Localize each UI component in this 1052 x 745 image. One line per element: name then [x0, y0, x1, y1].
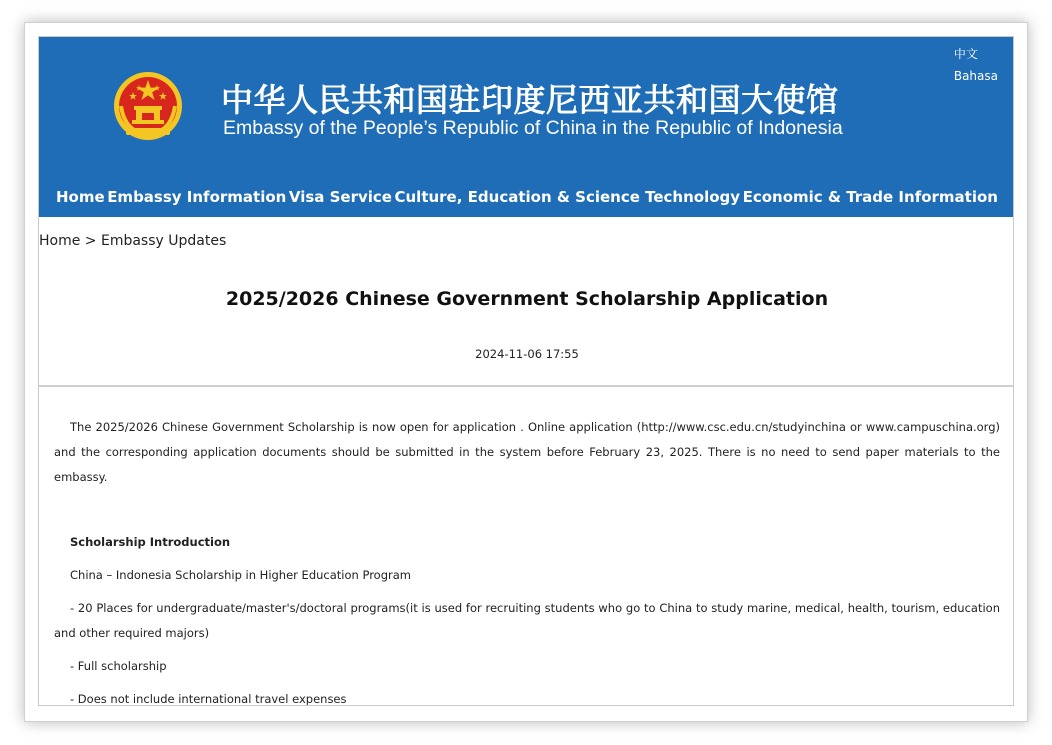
program-name: China – Indonesia Scholarship in Higher Education Program [70, 568, 411, 582]
article-date: 2024-11-06 17:55 [475, 347, 579, 361]
title-divider [39, 385, 1014, 387]
nav-item-embassy-information[interactable]: Embassy Information [107, 188, 287, 206]
section-heading: Scholarship Introduction [70, 535, 231, 549]
nav-item-economic-trade[interactable]: Economic & Trade Information [742, 188, 998, 206]
national-emblem-icon [112, 70, 184, 142]
nav-item-culture-education-science[interactable]: Culture, Education & Science Technology [394, 188, 741, 206]
intro-paragraph: The 2025/2026 Chinese Government Scholarship is now open for application . Online application (http://www.csc.edu.cn/studyinchina or www.campuschina.org) and the corresponding application documents should be submitted in the system before February 23, 2025. There is no need to send paper materials to the embassy. [54, 420, 1000, 484]
breadcrumb-current-link[interactable]: Embassy Updates [100, 233, 227, 249]
header-banner [39, 37, 1014, 217]
lang-chinese-link[interactable]: 中文 [953, 47, 978, 61]
list-item: - Full scholarship [70, 659, 167, 673]
embassy-title-english: Embassy of the People’s Republic of China in the Republic of Indonesia [223, 117, 843, 139]
main-navigation [39, 177, 1014, 217]
breadcrumb-separator: > [84, 233, 97, 249]
breadcrumb [39, 233, 226, 249]
list-item: - 20 Places for undergraduate/master's/doctoral programs(it is used for recruiting students who go to China to study marine, medical, health, tourism, education and other required majors) [54, 601, 1000, 640]
nav-item-visa-service[interactable]: Visa Service [288, 188, 392, 206]
article-body [54, 415, 1000, 706]
list-item: - Does not include international travel expenses [70, 692, 347, 706]
language-switcher [954, 43, 998, 87]
breadcrumb-home-link[interactable]: Home [39, 233, 81, 249]
lang-bahasa-link[interactable]: Bahasa [953, 69, 998, 83]
web-page [38, 36, 1014, 706]
nav-item-home[interactable]: Home [56, 188, 105, 206]
article-title: 2025/2026 Chinese Government Scholarship Application [225, 288, 829, 310]
embassy-title-chinese: 中华人民共和国驻印度尼西亚共和国大使馆 [221, 81, 839, 119]
